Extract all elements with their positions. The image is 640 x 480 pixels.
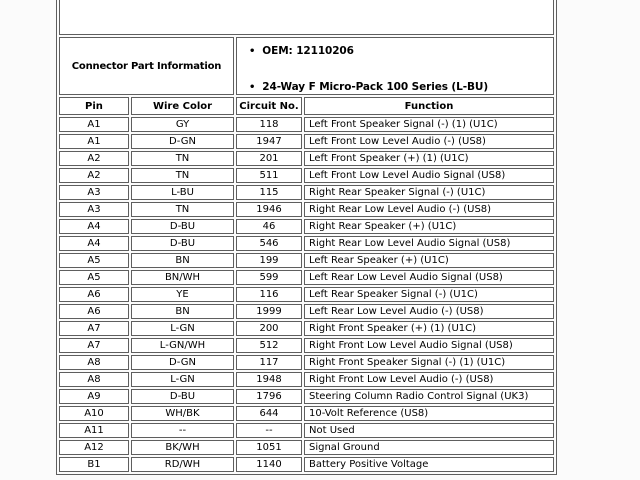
connector-info-row <box>59 37 554 95</box>
table-row <box>59 423 554 438</box>
function-cell: Battery Positive Voltage <box>304 457 554 472</box>
table-row <box>59 219 554 234</box>
pin-cell: A2 <box>59 151 129 166</box>
pin-cell: A7 <box>59 338 129 353</box>
wire-color-cell: L-GN <box>131 321 234 336</box>
table-row <box>59 270 554 285</box>
wire-color-cell: WH/BK <box>131 406 234 421</box>
pin-cell: A5 <box>59 253 129 268</box>
column-header-wire-color: Wire Color <box>131 97 234 115</box>
connector-part-information-label: Connector Part Information <box>59 37 234 95</box>
function-cell: 10-Volt Reference (US8) <box>304 406 554 421</box>
circuit-no-cell: 599 <box>236 270 302 285</box>
wire-color-cell: D-BU <box>131 236 234 251</box>
function-cell: Left Front Speaker Signal (-) (1) (U1C) <box>304 117 554 132</box>
function-cell: Right Front Low Level Audio (-) (US8) <box>304 372 554 387</box>
pin-cell: A3 <box>59 185 129 200</box>
function-cell: Right Rear Low Level Audio Signal (US8) <box>304 236 554 251</box>
pin-cell: A4 <box>59 236 129 251</box>
pin-cell: A11 <box>59 423 129 438</box>
connector-series-text: 24-Way F Micro-Pack 100 Series (L-BU) <box>262 81 489 93</box>
circuit-no-cell: 116 <box>236 287 302 302</box>
function-cell: Left Rear Speaker (+) (U1C) <box>304 253 554 268</box>
circuit-no-cell: -- <box>236 423 302 438</box>
connector-pinout-table <box>56 0 557 475</box>
table-row <box>59 117 554 132</box>
wire-color-cell: D-GN <box>131 355 234 370</box>
circuit-no-cell: 46 <box>236 219 302 234</box>
table-row <box>59 389 554 404</box>
function-cell: Left Rear Low Level Audio (-) (US8) <box>304 304 554 319</box>
function-cell: Right Rear Low Level Audio (-) (US8) <box>304 202 554 217</box>
circuit-no-cell: 1051 <box>236 440 302 455</box>
pin-cell: A9 <box>59 389 129 404</box>
wire-color-cell: YE <box>131 287 234 302</box>
pin-cell: A7 <box>59 321 129 336</box>
function-cell: Right Front Low Level Audio Signal (US8) <box>304 338 554 353</box>
cut-off-empty-cell <box>59 0 554 35</box>
wire-color-cell: L-GN/WH <box>131 338 234 353</box>
bullet-icon: • <box>249 46 256 57</box>
circuit-no-cell: 644 <box>236 406 302 421</box>
pin-cell: A8 <box>59 372 129 387</box>
wire-color-cell: D-BU <box>131 219 234 234</box>
circuit-no-cell: 512 <box>236 338 302 353</box>
pin-cell: A4 <box>59 219 129 234</box>
pin-cell: B1 <box>59 457 129 472</box>
oem-bullet-item <box>249 45 553 58</box>
table-row <box>59 287 554 302</box>
table-row <box>59 202 554 217</box>
circuit-no-cell: 546 <box>236 236 302 251</box>
wire-color-cell: TN <box>131 151 234 166</box>
wire-color-cell: TN <box>131 168 234 183</box>
function-cell: Not Used <box>304 423 554 438</box>
circuit-no-cell: 1947 <box>236 134 302 149</box>
pin-cell: A5 <box>59 270 129 285</box>
function-cell: Signal Ground <box>304 440 554 455</box>
pin-cell: A6 <box>59 304 129 319</box>
circuit-no-cell: 1796 <box>236 389 302 404</box>
table-row <box>59 355 554 370</box>
pin-cell: A3 <box>59 202 129 217</box>
series-bullet-item <box>249 81 553 94</box>
pin-cell: A8 <box>59 355 129 370</box>
table-row <box>59 457 554 472</box>
column-header-circuit-no: Circuit No. <box>236 97 302 115</box>
wire-color-cell: BN <box>131 253 234 268</box>
pin-cell: A1 <box>59 134 129 149</box>
wire-color-cell: L-GN <box>131 372 234 387</box>
wire-color-cell: BK/WH <box>131 440 234 455</box>
table-row <box>59 372 554 387</box>
circuit-no-cell: 115 <box>236 185 302 200</box>
function-cell: Steering Column Radio Control Signal (UK3) <box>304 389 554 404</box>
table-row <box>59 151 554 166</box>
table-row <box>59 185 554 200</box>
function-cell: Left Front Speaker (+) (1) (U1C) <box>304 151 554 166</box>
circuit-no-cell: 200 <box>236 321 302 336</box>
table-row <box>59 134 554 149</box>
table-row <box>59 321 554 336</box>
pin-cell: A2 <box>59 168 129 183</box>
cut-off-top-row <box>59 0 554 35</box>
wire-color-cell: D-BU <box>131 389 234 404</box>
wire-color-cell: D-GN <box>131 134 234 149</box>
wire-color-cell: TN <box>131 202 234 217</box>
wire-color-cell: RD/WH <box>131 457 234 472</box>
column-header-function: Function <box>304 97 554 115</box>
function-cell: Left Front Low Level Audio (-) (US8) <box>304 134 554 149</box>
wire-color-cell: BN <box>131 304 234 319</box>
pin-cell: A10 <box>59 406 129 421</box>
wire-color-cell: -- <box>131 423 234 438</box>
function-cell: Left Rear Speaker Signal (-) (U1C) <box>304 287 554 302</box>
table-row <box>59 338 554 353</box>
connector-info-details <box>236 37 554 95</box>
circuit-no-cell: 1140 <box>236 457 302 472</box>
circuit-no-cell: 118 <box>236 117 302 132</box>
function-cell: Right Rear Speaker Signal (-) (U1C) <box>304 185 554 200</box>
function-cell: Right Rear Speaker (+) (U1C) <box>304 219 554 234</box>
pin-cell: A1 <box>59 117 129 132</box>
wire-color-cell: BN/WH <box>131 270 234 285</box>
oem-number-text: OEM: 12110206 <box>262 45 354 57</box>
bullet-icon: • <box>249 82 256 93</box>
pin-cell: A12 <box>59 440 129 455</box>
table-header-row <box>59 97 554 115</box>
table-row <box>59 236 554 251</box>
table-row <box>59 406 554 421</box>
circuit-no-cell: 511 <box>236 168 302 183</box>
table-row <box>59 304 554 319</box>
circuit-no-cell: 201 <box>236 151 302 166</box>
function-cell: Left Front Low Level Audio Signal (US8) <box>304 168 554 183</box>
wire-color-cell: L-BU <box>131 185 234 200</box>
table-row <box>59 253 554 268</box>
table-row <box>59 168 554 183</box>
circuit-no-cell: 199 <box>236 253 302 268</box>
function-cell: Right Front Speaker (+) (1) (U1C) <box>304 321 554 336</box>
table-row <box>59 440 554 455</box>
wire-color-cell: GY <box>131 117 234 132</box>
function-cell: Left Rear Low Level Audio Signal (US8) <box>304 270 554 285</box>
circuit-no-cell: 1999 <box>236 304 302 319</box>
circuit-no-cell: 1948 <box>236 372 302 387</box>
circuit-no-cell: 1946 <box>236 202 302 217</box>
pin-cell: A6 <box>59 287 129 302</box>
function-cell: Right Front Speaker Signal (-) (1) (U1C) <box>304 355 554 370</box>
circuit-no-cell: 117 <box>236 355 302 370</box>
column-header-pin: Pin <box>59 97 129 115</box>
